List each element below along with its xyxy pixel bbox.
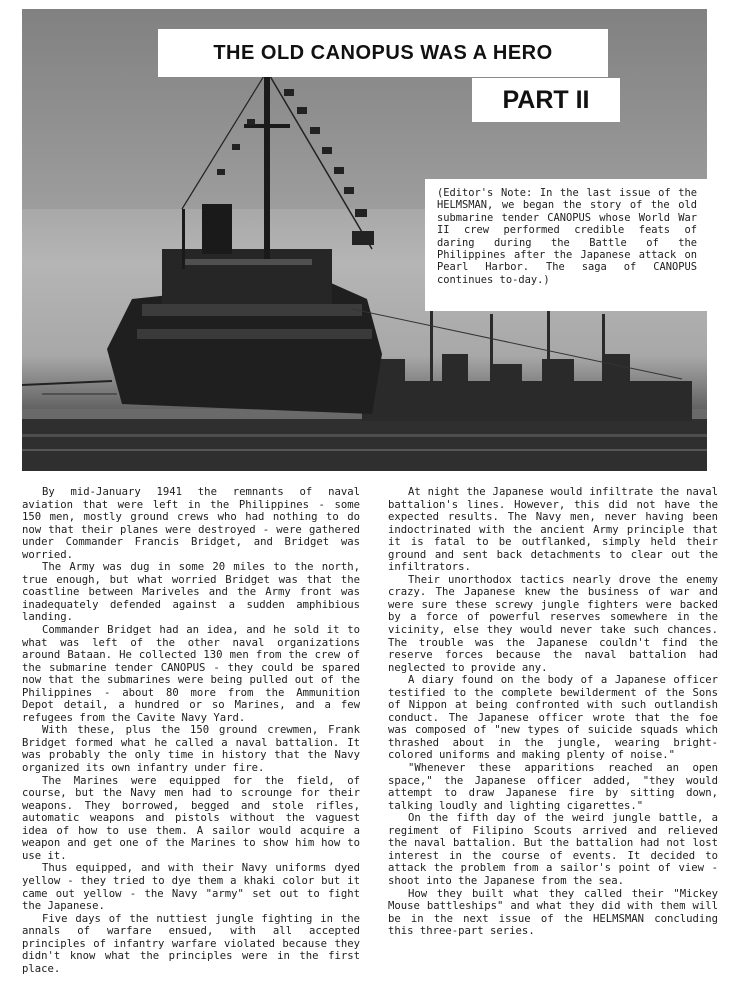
paragraph: Commander Bridget had an idea, and he sold it to what was left of the other naval organizations around Bataan. He collected 130 men from the crew of the submarine tender CANOPUS - they could be spared now that the submarines were being pulled out of the Philippines - about 80 more from the Ammunition Depot detail, a hundred or so Marines, and a few refugees from the Cavite Navy Yard. — [22, 624, 360, 724]
paragraph: The Army was dug in some 20 miles to the north, true enough, but what worried Bridget was that the coastline between Mariveles and the Army front was inadequately defended against a sudden amphibious landing. — [22, 561, 360, 624]
paragraph: How they built what they called their "Mickey Mouse battleships" and what they did with them will be in the next issue of the HELMSMAN concluding this three-part series. — [388, 887, 718, 938]
destroyers — [362, 309, 692, 421]
paragraph: "Whenever these apparitions reached an open space," the Japanese officer added, "they would attempt to draw Japanese fire by sitting down, talking loudly and lighting cigarettes." — [388, 762, 718, 812]
paragraph: Thus equipped, and with their Navy uniforms dyed yellow - they tried to dye them a khaki color but it came out yellow - the Navy "army" set out to fight the Japanese. — [22, 862, 360, 913]
paragraph: The Marines were equipped for the field, of course, but the Navy men had to scrounge for their weapons. They borrowed, begged and stole rifles, automatic weapons and pistols without the vaguest idea of how to use them. A sailor would acquire a weapon and get one of the Marines to show him how to use it. — [22, 774, 360, 862]
paragraph: Their unorthodox tactics nearly drove the enemy crazy. The Japanese knew the business of war and were sure these screwy jungle fighters were backed by a force of powerful reserves somewhere in the vicinity, else they would never take such chances. The trouble was the Japanese couldn't find the reserve forces because the naval battalion had neglected to provide any. — [388, 573, 718, 674]
left-column — [22, 486, 360, 975]
ship-photo — [22, 9, 707, 471]
article-title-banner — [158, 29, 608, 77]
right-column — [388, 486, 718, 938]
paragraph: A diary found on the body of a Japanese officer testified to the complete bewilderment of the Sons of Nippon at being confronted with such outlandish conduct. The Japanese officer wrote that the foe was composed of "new types of suicide squads which thrashed about in the jungle, wearing bright-colored uniforms and making plenty of noise." — [388, 674, 718, 762]
editor-note: (Editor's Note: In the last issue of the HELMSMAN, we began the story of the old submarine tender CANOPUS whose World War II crew performed credible feats of daring during the Battle of the Philippines after the Japanese attack on Pearl Harbor. The saga of CANOPUS continues to-day.) — [425, 179, 707, 311]
article-title: THE OLD CANOPUS WAS A HERO — [213, 41, 553, 64]
paragraph: By mid-January 1941 the remnants of naval aviation that were left in the Philippines - some 150 men, mostly ground crews who had nothing to do now that their planes were destroyed - were gathered under Commander Francis Bridget, and Bridget was worried. — [22, 486, 360, 561]
part-label: PART II — [502, 85, 590, 114]
ship-funnel — [202, 204, 232, 254]
ship-mast — [264, 69, 270, 259]
paragraph: At night the Japanese would infiltrate the naval battalion's lines. However, this did not have the expected results. The Navy men, never having been indoctrinated with the ancient Army principle that it is fatal to be outflanked, simply held their ground and sent back detachments to clear out the infiltrators. — [388, 486, 718, 574]
paragraph: Five days of the nuttiest jungle fighting in the annals of warfare ensued, with all accepted principles of infantry warfare violated because they didn't know what the principles were in the first place. — [22, 912, 360, 975]
part-label-banner — [472, 78, 620, 122]
paragraph: With these, plus the 150 ground crewmen, Frank Bridget formed what he called a naval battalion. It was probably the only time in history that the Navy organized its own infantry under fire. — [22, 724, 360, 775]
paragraph: On the fifth day of the weird jungle battle, a regiment of Filipino Scouts arrived and relieved the naval battalion. But the battalion had not lost interest in the course of events. It decided to attack the problem from a sailor's point of view - shoot into the Japanese from the sea. — [388, 812, 718, 887]
